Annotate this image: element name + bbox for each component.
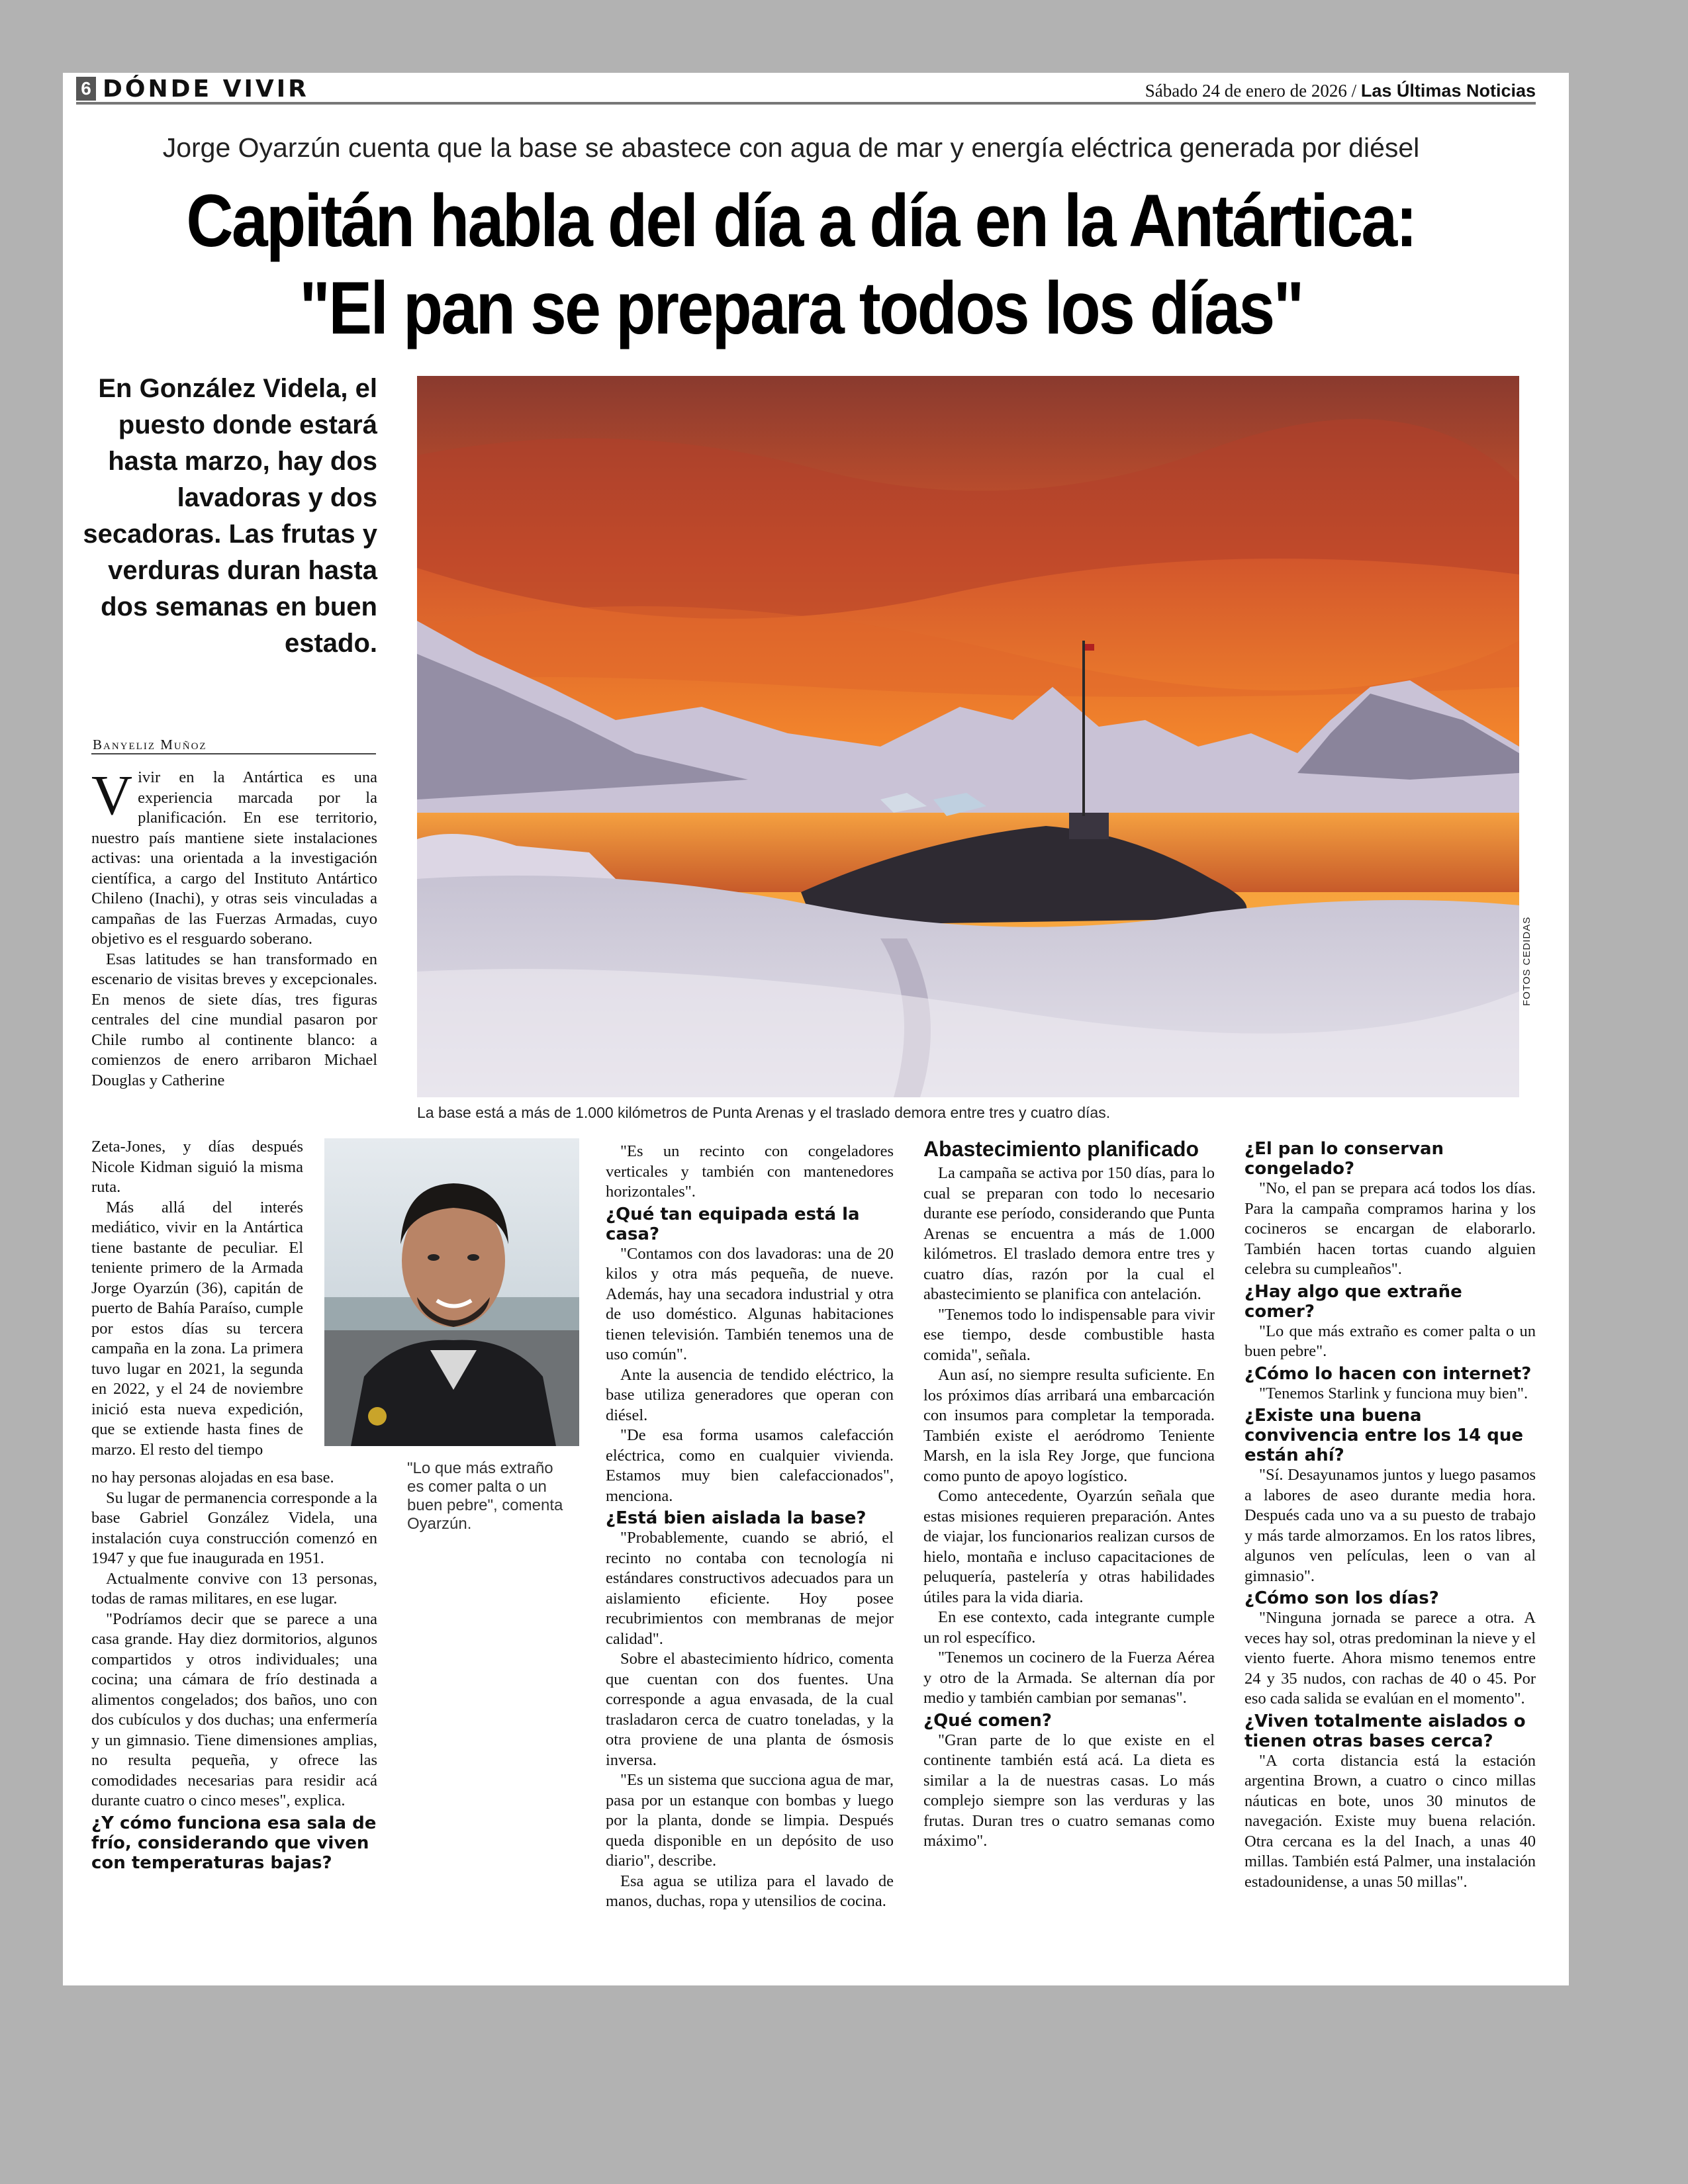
col1-paragraph-5: Actualmente convive con 13 personas, todas de ramas militares, en ese lugar. xyxy=(91,1569,377,1608)
col3-paragraph-5: En ese contexto, cada integrante cumple un rol específico. xyxy=(923,1608,1215,1647)
page-number: 6 xyxy=(76,77,96,101)
col2-question-1: ¿Qué tan equipada está la casa? xyxy=(606,1204,860,1244)
col4-paragraph-2: "Lo que más extraño es comer palta o un buen pebre". xyxy=(1244,1322,1536,1360)
col2-paragraph-7: "Es un sistema que succiona agua de mar, pasa por un estanque con bombas y luego por la planta, donde se limpia. Después queda disponible en un depósito de uso diario", describe. xyxy=(606,1771,894,1870)
col3-paragraph-1: La campaña se activa por 150 días, para lo cual se preparan con todo lo necesario durante ese período, considerando que Punta Arenas se encuentra a más de 1.000 kilómetros. El traslado demora entre tres y cuatro días, razón por la cual el abastecimiento se planifica con antelación. xyxy=(923,1164,1215,1303)
col1-paragraph-1: ivir en la Antártica es una experiencia marcada por la planificación. En ese territorio, nuestro país mantiene siete instalaciones activas: una orientada a la investigación científica, a cargo del Instituto Antártico Chileno (Inachi), y otras seis vinculadas a campañas de las Fuerzas Armadas, cuyo objetivo es el resguardo soberano. xyxy=(91,768,377,948)
col3-paragraph-7: "Gran parte de lo que existe en el continente también está acá. La dieta es similar a la de nuestras casas. Lo más complejo siempre son las verduras y las frutas. Duran tres o cuatro semanas como máximo". xyxy=(923,1731,1215,1850)
section-header xyxy=(76,74,309,103)
column-3 xyxy=(923,1137,1215,1852)
newspaper-name: Las Últimas Noticias xyxy=(1360,81,1536,101)
byline-rule xyxy=(91,753,376,754)
col2-paragraph-4: "De esa forma usamos calefacción eléctrica, como en cualquier vivienda. Estamos muy bien calefaccionados", menciona. xyxy=(606,1426,894,1505)
issue-info xyxy=(1145,81,1536,101)
portrait-photo xyxy=(324,1138,579,1446)
col2-paragraph-8: Esa agua se utiliza para el lavado de manos, duchas, ropa y utensilios de cocina. xyxy=(606,1872,894,1910)
antarctic-sunset-photo xyxy=(417,376,1519,1097)
col2-paragraph-5: "Probablemente, cuando se abrió, el recinto no contaba con tecnología ni estándares constructivos adecuados para un aislamiento eficiente. Hoy posee recubrimientos con membranas de mejor calidad". xyxy=(606,1529,894,1648)
headline xyxy=(160,177,1442,352)
deck: En González Videla, el puesto donde estará hasta marzo, hay dos lavadoras y dos secadoras. Las frutas y verduras duran hasta dos semanas en buen estado. xyxy=(83,374,377,658)
section-name: DÓNDE VIVIR xyxy=(103,75,309,103)
column-1-narrow xyxy=(91,1137,303,1460)
col4-question-2: ¿Hay algo que extrañe comer? xyxy=(1244,1281,1462,1322)
col4-question-3: ¿Cómo lo hacen con internet? xyxy=(1244,1363,1532,1384)
col1-paragraph-4: Su lugar de permanencia corresponde a la base Gabriel González Videla, una instalación cuya construcción comenzó en 1947 y que fue inaugurada en 1951. xyxy=(91,1488,377,1567)
col3-paragraph-2: "Tenemos todo lo indispensable para vivir ese tiempo, desde combustible hasta comida", señala. xyxy=(923,1305,1215,1364)
col4-paragraph-1: "No, el pan se prepara acá todos los días. Para la campaña compramos harina y los cocineros se encargan de elaborarlo. También hacen tortas cuando alguien celebra su cumpleaños". xyxy=(1244,1179,1536,1278)
col3-question-1: ¿Qué comen? xyxy=(923,1710,1052,1731)
byline: Banyeliz Muñoz xyxy=(93,737,207,752)
header-rule xyxy=(76,102,1536,105)
subheading-abastecimiento: Abastecimiento planificado xyxy=(923,1137,1199,1161)
photo-credit: FOTOS CEDIDAS xyxy=(1521,916,1532,1006)
headline-line-1: Capitán habla del día a día en la Antártica: xyxy=(186,179,1416,262)
headline-line-2: "El pan se prepara todos los días" xyxy=(299,267,1303,349)
column-1-bottom xyxy=(91,1468,377,1873)
issue-date: Sábado 24 de enero de 2026 xyxy=(1145,81,1347,101)
col4-question-5: ¿Cómo son los días? xyxy=(1244,1588,1439,1608)
col2-paragraph-2: "Contamos con dos lavadoras: una de 20 kilos y otra más pequeña, de nueve. Además, hay una secadora industrial y otra de uso doméstico. Algunas habitaciones tienen televisión. También tenemos una de uso común". xyxy=(606,1244,894,1363)
col2-paragraph-1: "Es un recinto con congeladores verticales y también con mantenedores horizontales". xyxy=(606,1142,894,1201)
col2-question-2: ¿Está bien aislada la base? xyxy=(606,1508,867,1528)
col3-paragraph-3: Aun así, no siempre resulta suficiente. En los próximos días arribará una embarcación con insumos para completar la temporada. También existe el aeródromo Teniente Marsh, en la isla Rey Jorge, que funciona como punto de apoyo logístico. xyxy=(923,1366,1215,1485)
col1-paragraph-2: Esas latitudes se han transformado en escenario de visitas breves y excepcionales. En menos de siete días, tres figuras centrales del cine mundial pasaron por Chile rumbo al continente blanco: a comienzos de enero arribaron Michael Douglas y Catherine xyxy=(91,950,377,1089)
col1-question-1: ¿Y cómo funciona esa sala de frío, considerando que viven con temperaturas bajas? xyxy=(91,1813,377,1873)
col1-paragraph-3b: no hay personas alojadas en esa base. xyxy=(91,1469,334,1486)
col2-paragraph-3: Ante la ausencia de tendido eléctrico, la base utiliza generadores que operan con diésel. xyxy=(606,1365,894,1424)
col1-paragraph-2b: Zeta-Jones, y días después Nicole Kidman siguió la misma ruta. xyxy=(91,1138,303,1196)
col4-question-1: ¿El pan lo conservan congelado? xyxy=(1244,1139,1444,1179)
photo-caption: La base está a más de 1.000 kilómetros de Punta Arenas y el traslado demora entre tres y cuatro días. xyxy=(417,1104,1111,1121)
col3-paragraph-6: "Tenemos un cocinero de la Fuerza Aérea y otro de la Armada. Se alternan día por medio y también cambian por semanas". xyxy=(923,1649,1215,1707)
portrait-caption: "Lo que más extraño es comer palta o un buen pebre", comenta Oyarzún. xyxy=(407,1459,563,1533)
col4-paragraph-5: "Ninguna jornada se parece a otra. A veces hay sol, otras predominan la nieve y el viento fuerte. Ahora mismo tenemos entre 24 y 35 nudos, con rachas de 40 o 45. Por eso cada salida se evalúan en el momento". xyxy=(1244,1609,1536,1707)
col4-paragraph-3: "Tenemos Starlink y funciona muy bien". xyxy=(1259,1384,1528,1402)
issue-separator: / xyxy=(1351,81,1357,101)
kicker: Jorge Oyarzún cuenta que la base se abastece con agua de mar y energía eléctrica generada por diésel xyxy=(162,132,1420,163)
col4-question-6: ¿Viven totalmente aislados o tienen otras bases cerca? xyxy=(1244,1711,1526,1751)
col4-paragraph-6: "A corta distancia está la estación argentina Brown, a cuatro o cinco millas náuticas en bote, unos 30 minutos de navegación. Existe muy buena relación. Otra cercana es la del Inach, a unas 40 millas. También está Palmer, una instalación estadounidense, a unas 50 millas". xyxy=(1244,1751,1536,1891)
col4-question-4: ¿Existe una buena convivencia entre los 14 que están ahí? xyxy=(1244,1406,1524,1465)
col4-paragraph-4: "Sí. Desayunamos juntos y luego pasamos a labores de aseo durante media hora. Después cada uno va a su puesto de trabajo y más tarde almorzamos. En los ratos libres, algunos ven películas, leen o van al gimnasio". xyxy=(1244,1466,1536,1585)
col1-paragraph-6: "Podríamos decir que se parece a una casa grande. Hay diez dormitorios, algunos compartidos y otros individuales; una cocina; una cámara de frío destinada a alimentos congelados; dos baños, uno con dos cubículos y dos duchas; una enfermería y un gimnasio. Tiene dimensiones amplias, no resulta pequeña, y ofrece las comodidades necesarias para residir acá durante cuatro o cinco meses", explica. xyxy=(91,1610,377,1809)
column-1-top xyxy=(91,763,377,1091)
col2-paragraph-6: Sobre el abastecimiento hídrico, comenta que cuentan con dos fuentes. Una corresponde a agua envasada, de la cual trasladaron cerca de cuatro toneladas, y la otra proviene de una planta de ósmosis inversa. xyxy=(606,1650,894,1769)
column-4 xyxy=(1244,1137,1536,1892)
col3-paragraph-4: Como antecedente, Oyarzún señala que estas misiones requieren preparación. Antes de viajar, los funcionarios realizan cursos de hielo, montaña e incluso capacitaciones de peluquería, pastelería y otras habilidades útiles para la vida diaria. xyxy=(923,1487,1215,1606)
drop-cap: V xyxy=(91,763,133,827)
column-2 xyxy=(606,1142,894,1912)
col1-paragraph-3: Más allá del interés mediático, vivir en la Antártica tiene bastante de peculiar. El teniente primero de la Armada Jorge Oyarzún (36), capitán de puerto de Bahía Paraíso, cumple por estos días su tercera campaña en la zona. La primera tuvo lugar en 2021, la segunda en 2022, y el 24 de noviembre inició esta nueva expedición, que se extiende hasta fines de marzo. El resto del tiempo xyxy=(91,1198,303,1459)
